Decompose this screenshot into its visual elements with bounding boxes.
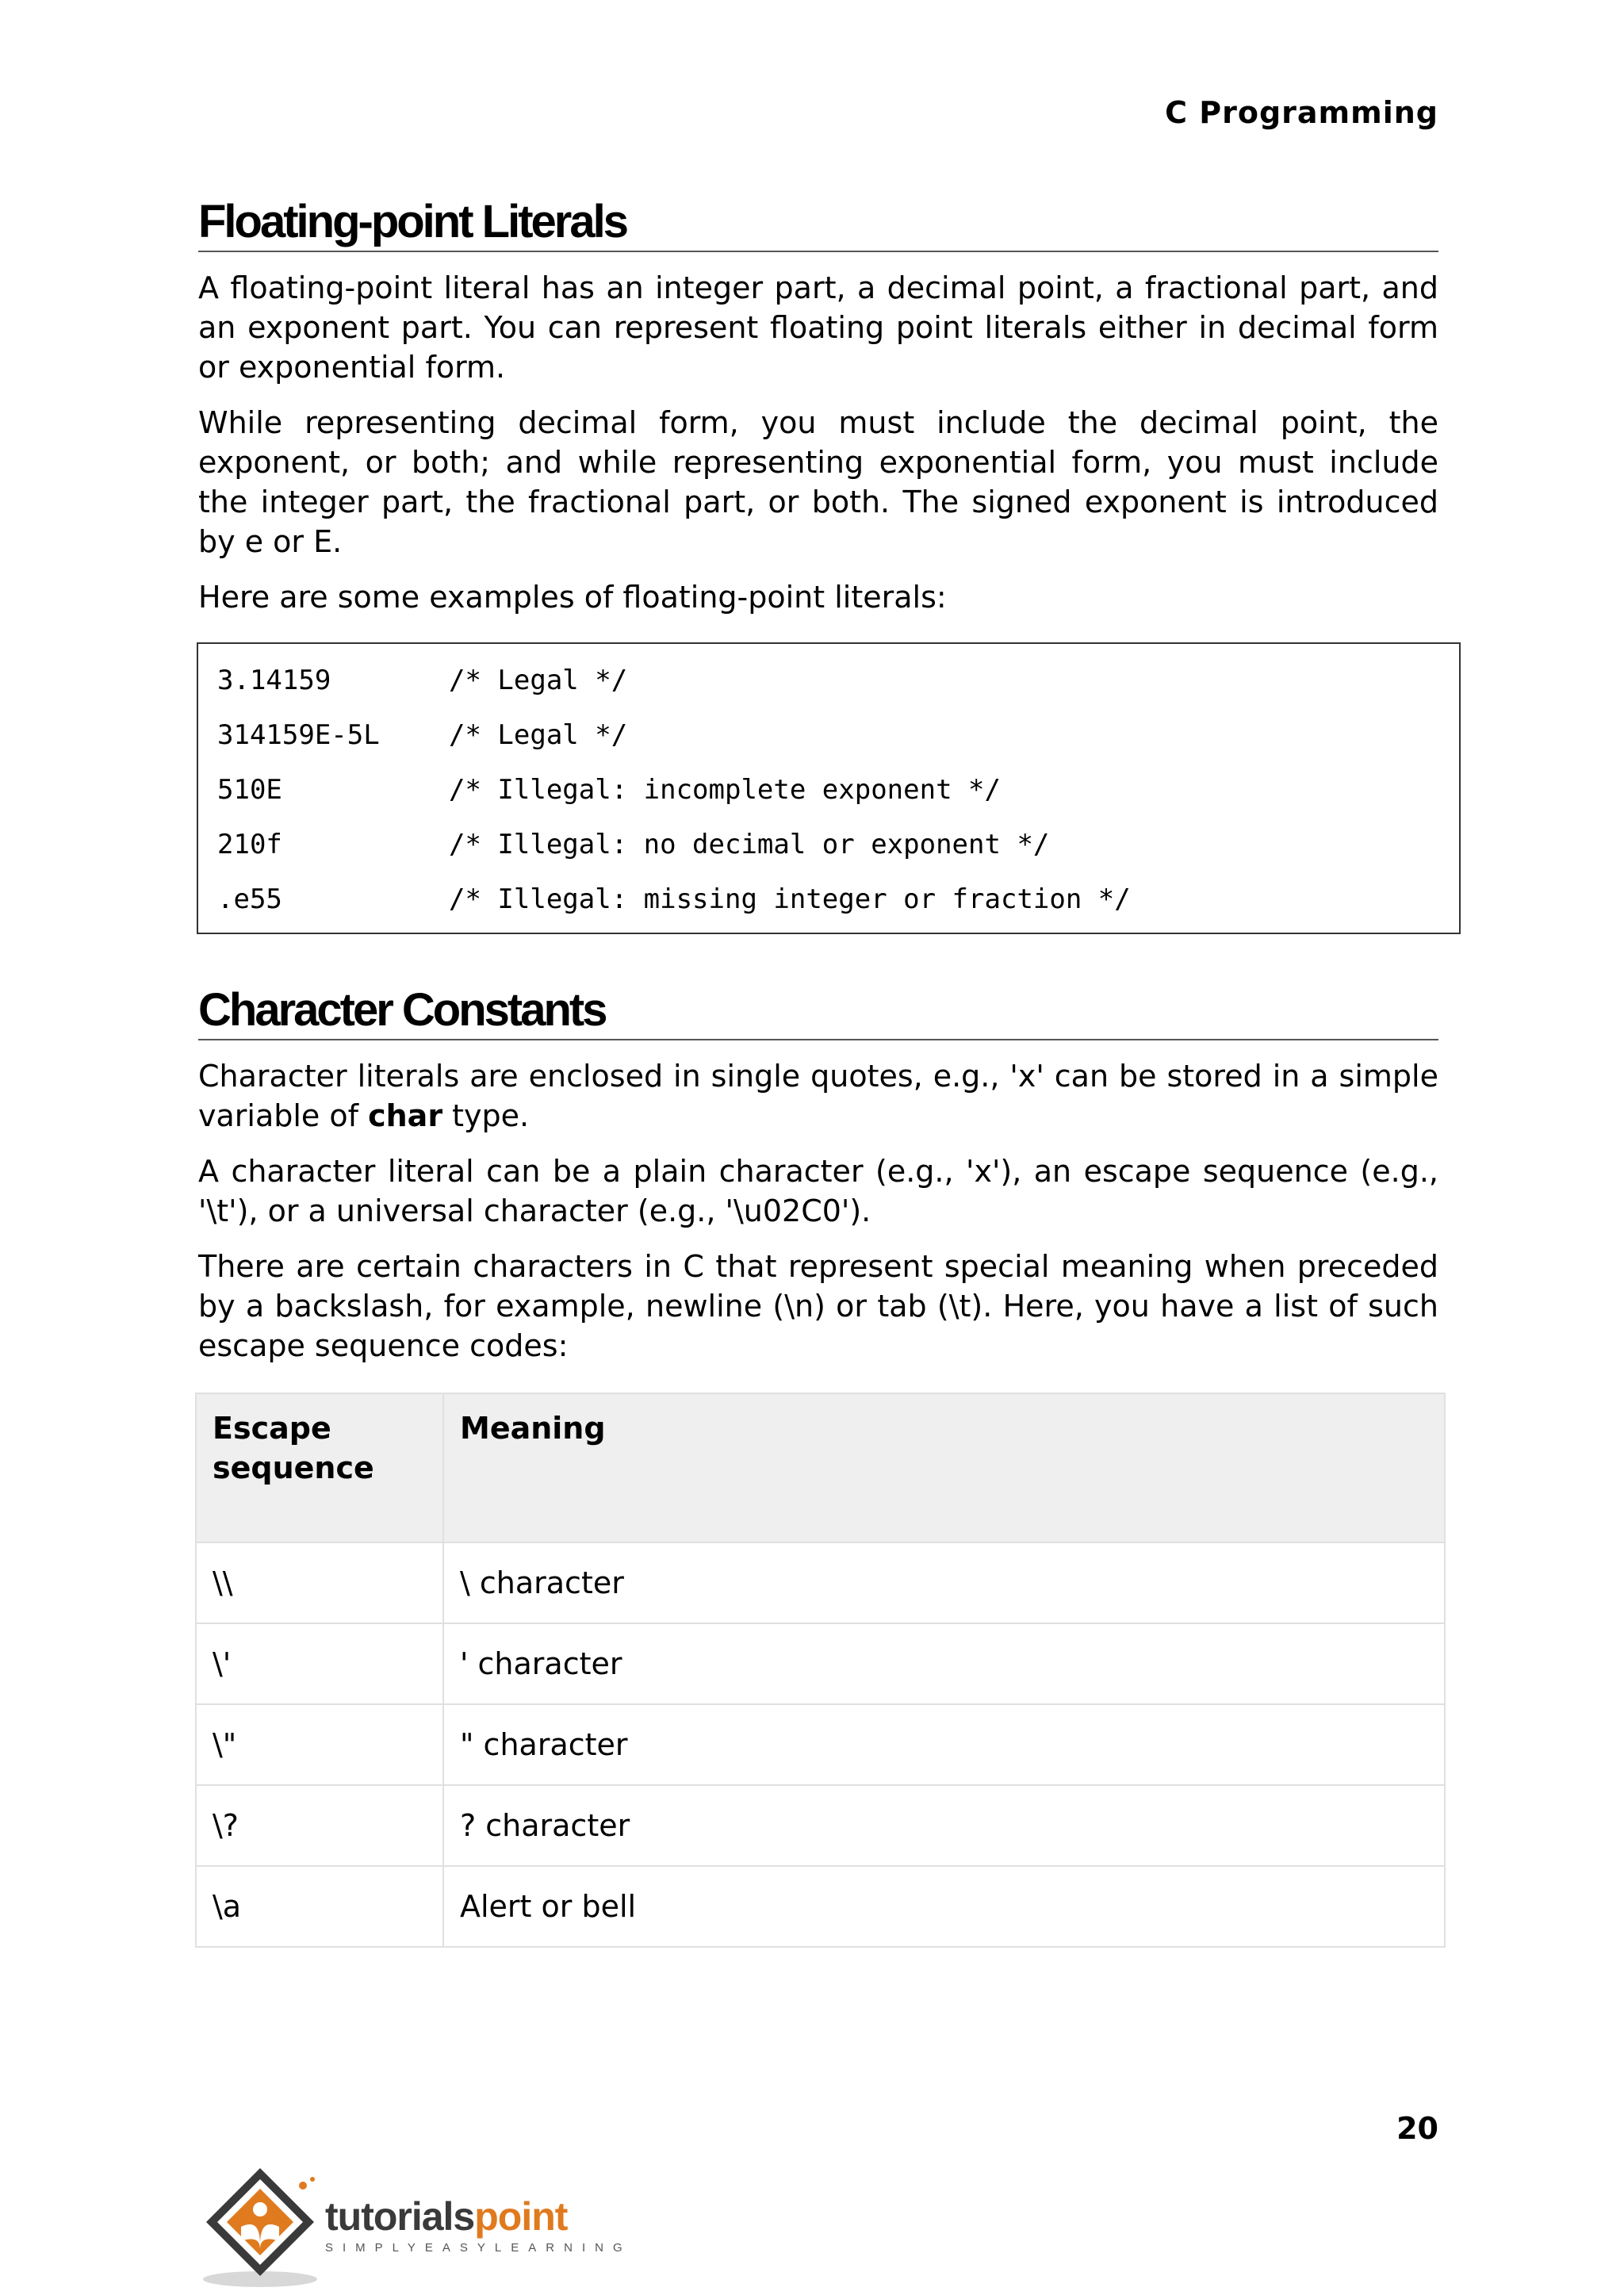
logo-wordmark bbox=[325, 2193, 632, 2255]
column-header: Meaning bbox=[443, 1393, 1445, 1542]
table-row bbox=[196, 1785, 1445, 1866]
code-value: 314159E-5L bbox=[217, 719, 380, 751]
table-cell: \' bbox=[196, 1623, 443, 1704]
code-line bbox=[217, 653, 1440, 708]
code-value: 3.14159 bbox=[217, 665, 331, 696]
table-cell: \" bbox=[196, 1704, 443, 1785]
code-line bbox=[217, 708, 1440, 763]
section-floating-point bbox=[198, 197, 1438, 617]
logo-text bbox=[325, 2193, 632, 2239]
paragraph: There are certain characters in C that represent special meaning when preceded by a backslash, for example, newline (\n) or tab (\t). Here, you have a list of such escape sequence codes: bbox=[198, 1248, 1438, 1363]
code-line bbox=[217, 872, 1440, 927]
column-header-label: Escape sequence bbox=[213, 1411, 374, 1485]
code-comment: /* Legal */ bbox=[449, 665, 628, 696]
code-line bbox=[217, 763, 1440, 818]
paragraph-text: Character literals are enclosed in single quotes, e.g., 'x' can be stored in a simple variable of bbox=[198, 1058, 1438, 1133]
table-row bbox=[196, 1623, 1445, 1704]
column-header bbox=[196, 1393, 443, 1542]
code-comment: /* Illegal: incomplete exponent */ bbox=[449, 774, 1001, 806]
table-cell: \? bbox=[196, 1785, 443, 1866]
table-header-row bbox=[196, 1393, 1445, 1542]
table-row bbox=[196, 1866, 1445, 1947]
page-number: 20 bbox=[1396, 2111, 1438, 2146]
table-cell: \ character bbox=[443, 1542, 1445, 1623]
code-line bbox=[217, 818, 1440, 872]
table-cell: ? character bbox=[443, 1785, 1445, 1866]
table-cell: " character bbox=[443, 1704, 1445, 1785]
paragraph: A character literal can be a plain character (e.g., 'x'), an escape sequence (e.g., '\t'), or a universal character (e.g., '\u02C0'). bbox=[198, 1153, 1438, 1228]
keyword-char: char bbox=[368, 1098, 443, 1133]
escape-sequence-table bbox=[195, 1393, 1446, 1948]
paragraph-text: type. bbox=[442, 1098, 530, 1133]
logo-word-tutorials: tutorials bbox=[325, 2193, 475, 2239]
table-cell: ' character bbox=[443, 1623, 1445, 1704]
section-title: Floating-point Literals bbox=[198, 197, 1438, 252]
table-cell: Alert or bell bbox=[443, 1866, 1445, 1947]
code-value: .e55 bbox=[217, 883, 282, 915]
paragraph: While representing decimal form, you must include the decimal point, the exponent, or both; and while representing exponential form, you must include the integer part, the fractional part, or both. The signed exponent is introduced by e or E. bbox=[198, 404, 1438, 559]
code-comment: /* Legal */ bbox=[449, 719, 628, 751]
paragraph: A floating-point literal has an integer part, a decimal point, a fractional part, and an exponent part. You can represent floating point literals either in decimal form or exponential form. bbox=[198, 270, 1438, 385]
section-title: Character Constants bbox=[198, 985, 1438, 1040]
code-comment: /* Illegal: missing integer or fraction */ bbox=[449, 883, 1131, 915]
logo-word-point: point bbox=[474, 2193, 568, 2239]
table-cell: \a bbox=[196, 1866, 443, 1947]
code-block bbox=[197, 642, 1461, 934]
running-header: C Programming bbox=[1165, 95, 1438, 130]
section-character-constants bbox=[198, 985, 1438, 1366]
code-value: 210f bbox=[217, 829, 282, 860]
table-row bbox=[196, 1704, 1445, 1785]
table-row bbox=[196, 1542, 1445, 1623]
paragraph: Here are some examples of floating-point literals: bbox=[198, 579, 947, 615]
code-comment: /* Illegal: no decimal or exponent */ bbox=[449, 829, 1050, 860]
tutorialspoint-logo bbox=[197, 2162, 632, 2289]
paragraph bbox=[198, 1056, 1438, 1136]
logo-emblem-icon bbox=[197, 2162, 324, 2289]
code-value: 510E bbox=[217, 774, 282, 806]
logo-tagline: SIMPLYEASYLEARNING bbox=[325, 2240, 632, 2255]
table-cell: \\ bbox=[196, 1542, 443, 1623]
